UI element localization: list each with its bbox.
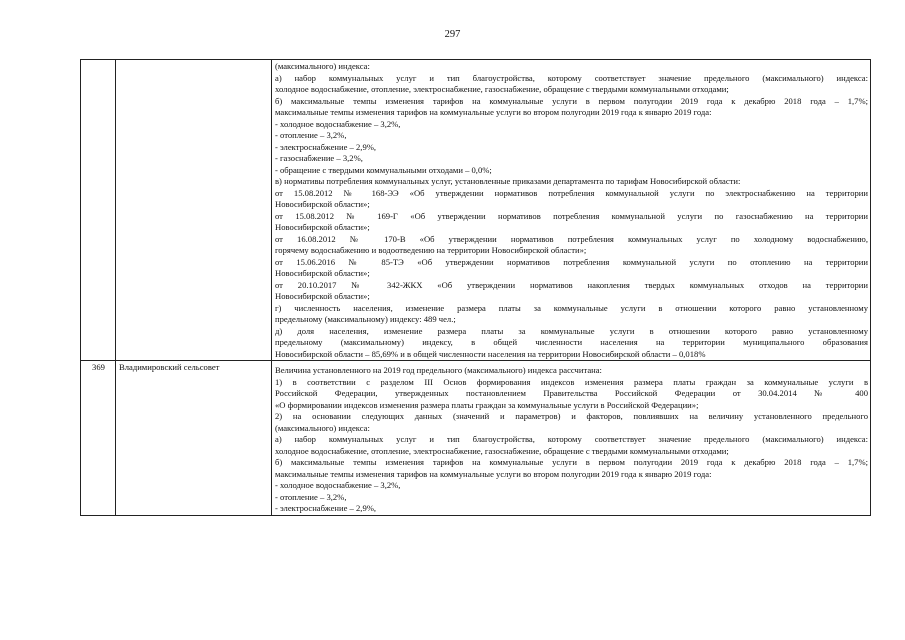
text-line: горячему водоснабжению и водоотведению на территории Новосибирской области»; — [275, 245, 587, 255]
row-number-cell — [81, 60, 116, 361]
text-line: Новосибирской области»; — [275, 222, 370, 232]
text-line: - холодное водоснабжение – 3,2%, — [275, 118, 401, 129]
text-line: холодное водоснабжение, отопление, электроснабжение, газоснабжение, обращение с твердыми коммунальными отходами; — [275, 445, 729, 456]
text-line: Новосибирской области»; — [275, 291, 370, 301]
text-line: от 16.08.2012 № 170-В «Об утверждении нормативов потребления коммунальных услуг по холодному водоснабжению, — [275, 233, 868, 244]
municipality-name-cell: Владимировский сельсовет — [116, 361, 272, 516]
text-line: Величина установленного на 2019 год предельного (максимального) индекса рассчитана: — [275, 365, 602, 375]
table-row — [81, 60, 871, 361]
page-number: 297 — [444, 29, 461, 40]
text-line: - обращение с твердыми коммунальными отходами – 0,0%; — [275, 164, 492, 175]
text-line: Российской Федерации, утвержденных постановлением Правительства Российской Федерации от 30.04.2014 № 400 — [275, 388, 868, 398]
text-line: холодное водоснабжение, отопление, электроснабжение, газоснабжение, обращение с твердыми коммунальными отходами; — [275, 84, 729, 94]
text-line: Новосибирской области»; — [275, 199, 370, 209]
text-line: - отопление – 3,2%, — [275, 130, 347, 140]
text-line: в) нормативы потребления коммунальных услуг, установленные приказами департамента по тарифам Новосибирской области: — [275, 176, 741, 186]
text-line: от 15.08.2012 № 168-ЭЭ «Об утверждении нормативов потребления коммунальной услуги по электроснабжению на территории — [275, 187, 868, 198]
text-line: а) набор коммунальных услуг и тип благоустройства, которому соответствует значение предельного (максимального) индекса: — [275, 434, 868, 444]
text-line: б) максимальные темпы изменения тарифов на коммунальные услуги в первом полугодии 2019 года к декабрю 2018 года – 1,7%; — [275, 457, 868, 467]
text-line: (максимального) индекса: — [275, 422, 370, 433]
text-line: от 20.10.2017 № 342-ЖКХ «Об утверждении нормативов накопления твердых коммунальных отходов на территории — [275, 279, 868, 290]
index-description-cell — [272, 361, 871, 516]
text-line: от 15.08.2012 № 169-Г «Об утверждении нормативов потребления коммунальной услуги по газоснабжению на территории — [275, 210, 868, 221]
text-line: 2) на основании следующих данных (значений и параметров) и факторов, повлиявших на величину установленного предельного — [275, 411, 868, 421]
text-line: - электроснабжение – 2,9%, — [275, 141, 377, 152]
table-row — [81, 361, 871, 516]
text-line: б) максимальные темпы изменения тарифов на коммунальные услуги в первом полугодии 2019 года к декабрю 2018 года – 1,7%; — [275, 95, 868, 106]
text-line: д) доля населения, изменение размера платы за коммунальные услуги в отношении которого равно установленному — [275, 325, 868, 336]
text-line: от 15.06.2016 № 85-ТЭ «Об утверждении нормативов потребления коммунальной услуги по отоплению на территории — [275, 256, 868, 267]
text-line: - холодное водоснабжение – 3,2%, — [275, 480, 401, 490]
text-line: предельному (максимальному) индексу, в общей численности населения на территории муниципального образования — [275, 337, 868, 347]
index-description-cell — [272, 60, 871, 361]
text-line: - отопление – 3,2%, — [275, 491, 347, 502]
text-line: - газоснабжение – 3,2%, — [275, 153, 363, 163]
text-line: «О формировании индексов изменения размера платы граждан за коммунальные услуги в Российской Федерации»; — [275, 399, 699, 410]
text-line: г) численность населения, изменение размера платы за коммунальные услуги в отношении которого равно установленному — [275, 302, 868, 313]
text-line: Новосибирской области»; — [275, 268, 370, 278]
text-line: Новосибирской области – 85,69% и в общей численности населения на территории Новосибирской области – 0,018% — [275, 348, 706, 359]
municipality-name-cell — [116, 60, 272, 361]
document-table — [80, 59, 871, 516]
row-number-cell: 369 — [81, 361, 116, 516]
text-line: максимальные темпы изменения тарифов на коммунальные услуги во втором полугодии 2019 года к январю 2019 года: — [275, 107, 712, 117]
text-line: а) набор коммунальных услуг и тип благоустройства, которому соответствует значение предельного (максимального) индекса: — [275, 72, 868, 83]
text-line: предельному (максимальному) индексу: 489 чел.; — [275, 314, 456, 324]
text-line: - электроснабжение – 2,9%, — [275, 503, 377, 513]
text-line: (максимального) индекса: — [275, 61, 370, 71]
text-line: максимальные темпы изменения тарифов на коммунальные услуги во втором полугодии 2019 года к январю 2019 года: — [275, 468, 712, 479]
text-line: 1) в соответствии с разделом III Основ формирования индексов изменения размера платы граждан за коммунальные услуги в — [275, 376, 868, 387]
